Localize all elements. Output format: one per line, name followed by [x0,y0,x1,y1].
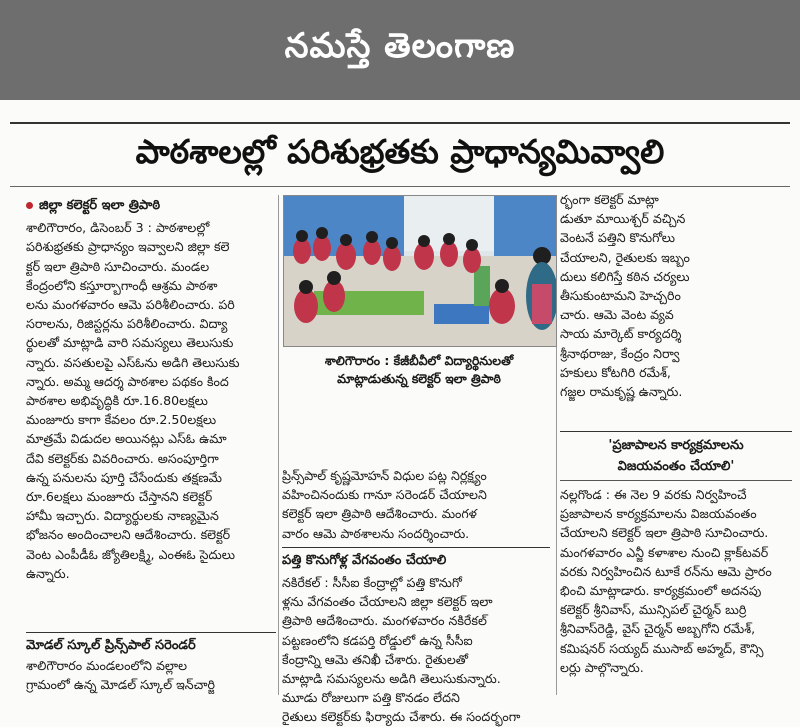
article-column-2 [282,466,550,727]
subheading-praja-palana [560,431,792,481]
text-line: చేయాలని కలెక్టర్ ఇలా త్రిపాఠి సూచించారు. [560,525,769,541]
article-body-continued [26,656,276,694]
text-line: మాట్లాడి సమస్యలను అడిగి తెలుసుకున్నారు. [282,671,501,687]
text-line: పాఠశాల అభివృద్ధికి రూ.16.80లక్షలు [26,393,208,409]
article-column-3 [560,190,792,401]
text-line: వరకు నిర్వహించిన టూకే రన్‌ను ఆమె ప్రారం [560,563,772,579]
text-line: మంజూరు కాగా కేవలం రూ.2.50లక్షలు [26,412,217,428]
text-line: ఉన్నారు. [26,565,70,581]
text-line: ప్రిన్స్‌పాల్ కృష్ణమోహన్ విధుల పట్ల నిర్లక్ష్యం [282,468,487,483]
text-line: పట్టణంలోని కడపర్తి రోడ్డులో ఉన్న సీసీఐ [282,632,473,648]
text-line: మూడు రోజులుగా పత్తి కొనడం లేదని [282,690,460,706]
masthead [0,0,800,100]
text-line: లర్లు పాల్గొన్నారు. [560,659,644,675]
text-line: దులు కలిగిస్తే కఠిన చర్యలు [560,268,690,284]
text-line: త్రిపాఠి ఆదేశించారు. మంగళవారం నకిరేకల్ [282,613,487,629]
headline: పాఠశాలల్లో పరిశుభ్రతకు ప్రాధాన్యమివ్వాలి [10,122,790,187]
article-body-principal [282,466,550,543]
subheading-cotton-purchase: పత్తి కొనుగోళ్ల వేగవంతం చేయాలి [282,547,550,570]
newspaper-title: నమస్తే తెలంగాణ [284,26,516,66]
text-line: తీసుకుంటామని హెచ్చరిం [560,288,681,304]
text-line: రైతులు కలెక్టర్‌కు ఫిర్యాదు చేశారు. ఈ సందర్భంగా [282,709,521,725]
text-line: చేయాలని, రైతులకు ఇబ్బం [560,249,690,265]
text-line: హకులు కోటగిరి రమేశ్, [560,364,671,380]
text-line: కేంద్రాన్ని ఆమె తనిఖీ చేశారు. రైతులతో [282,651,469,667]
classroom-photo-illustration [284,196,556,346]
text-line: వెంటనే పత్తిని కొనుగోలు [560,230,676,246]
text-line: న్నారు. వసతులపై ఎస్ఓను అడిగి తెలుసుకు [26,354,240,370]
article-body [26,218,276,583]
photo-caption: శాలిగౌరారం : కేజీబీవీలో విద్యార్థినులతో మాట్లాడుతున్న కలెక్టర్ ఇలా త్రిపాఠి [324,353,514,386]
text-line: డుతూ మాయిశ్చర్ వచ్చిన [560,211,686,227]
text-line: గజ్జల రామకృష్ణ ఉన్నారు. [560,384,683,400]
text-line: సాయ మార్కెట్ కార్యదర్శి [560,326,682,342]
text-line: మాత్రమే విడుదల అయినట్లు ఎస్ఓ ఉమా [26,431,227,447]
article-body-cotton [282,573,550,727]
text-line: భించి మాట్లాడారు. కార్యక్రమంలో అదనపు [560,583,762,599]
text-line: వహించినందుకు గానూ సరెండర్ చేయాలని [282,487,487,503]
text-line: కమిషనర్ సయ్యద్ ముసాబ్ అహ్మద్, కౌన్సి [560,640,764,656]
text-line: వెంట ఎంపీడీఓ జ్యోతిలక్ష్మి, ఎంఈఓ సైదులు [26,546,236,562]
text-line: గ్రామంలో ఉన్న మోడల్ స్కూల్ ఇన్‌చార్జి [26,677,215,693]
subheading-line-1: 'ప్రజాపాలన కార్యక్రమాలను [608,438,744,453]
text-line: లను మంగళవారం ఆమె పరిశీలించారు. పరి [26,297,235,313]
text-line: ళ్లను వేగవంతం చేయాలని జిల్లా కలెక్టర్ ఇలా [282,594,493,610]
subheading-line-2: విజయవంతం చేయాలి' [617,459,735,474]
text-line: కలెక్టర్ ఇలా త్రిపాఠి ఆదేశించారు. మంగళ [282,506,477,522]
article-column-3-lower [560,425,792,677]
text-line: కేంద్రంలోని కస్తూర్బాగాంధీ ఆశ్రమ పాఠశా [26,277,218,293]
text-line: ఉన్న పనులను పూర్తి చేసేందుకు తక్షణమే [26,469,222,485]
article-column-1 [26,196,276,696]
bullet-icon [26,202,33,209]
text-line: శ్రీనివాస్‌రెడ్డి, వైస్ చైర్మన్ అబ్బగోని రమేశ్, [560,621,756,637]
subheading-principal-surrender: మోడల్ స్కూల్ ప్రిన్స్‌పాల్ సరెండర్ [26,632,276,655]
text-line: ర్భంగా కలెక్టర్ మాట్లా [560,192,659,207]
column-divider-1 [278,195,279,695]
text-line: శాలిగౌరారం మండలంలోని వల్లాల [26,658,188,673]
text-line: మంగళవారం ఎన్జీ కళాశాల నుంచి క్లాక్‌టవర్ [560,544,769,560]
text-line: క్టర్ ఇలా త్రిపాఠి సూచించారు. మండల [26,258,210,274]
text-line: ర్థులతో మాట్లాడి వారి సమస్యలు తెలుసుకు [26,335,234,351]
text-line: పరిశుభ్రతకు ప్రాధాన్యం ఇవ్వాలని జిల్లా కలె [26,239,230,255]
article-body-cotton-continued [560,190,792,401]
text-line: రూ.6లక్షలు మంజూరు చేస్తానని కలెక్టర్ [26,489,213,505]
text-line: ప్రజాపాలన కార్యక్రమాలను విజయవంతం [560,506,757,522]
text-line: దేవి కలెక్టర్‌కు వివరించారు. అసంపూర్తిగా [26,450,219,466]
text-line: శ్రీనాథరాజు, కేంద్రం నిర్వా [560,345,680,361]
byline [26,196,276,215]
text-line: వారం ఆమె పాఠశాలను సందర్శించారు. [282,525,470,541]
byline-text: జిల్లా కలెక్టర్ ఇలా త్రిపాఠి [39,198,161,213]
article-body-praja-palana [560,485,792,677]
text-line: సరాలను, రిజిస్టర్లను పరిశీలించారు. విద్యా [26,316,228,332]
text-line: న్నారు. అమ్మ ఆదర్శ పాఠశాల పథకం కింద [26,373,229,389]
text-line: శాలిగౌరారం, డిసెంబర్ 3 : పాఠశాలల్లో [26,220,210,236]
text-line: నకిరేకల్ : సీసీఐ కేంద్రాల్లో పత్తి కొనుగో [282,575,462,591]
text-line: కలెక్టర్ శ్రీనివాస్, మున్సిపల్ చైర్మన్ బుర్రి [560,602,747,618]
text-line: నల్లగొండ : ఈ నెల 9 వరకు నిర్వహించే [560,487,747,502]
text-line: హామీ ఇచ్చారు. విద్యార్థులకు నాణ్యమైన [26,508,219,524]
text-line: చారు. ఆమె వెంట వ్యవ [560,307,674,323]
news-photo [283,195,557,347]
text-line: భోజనం అందించాలని ఆదేశించారు. కలెక్టర్ [26,527,231,543]
